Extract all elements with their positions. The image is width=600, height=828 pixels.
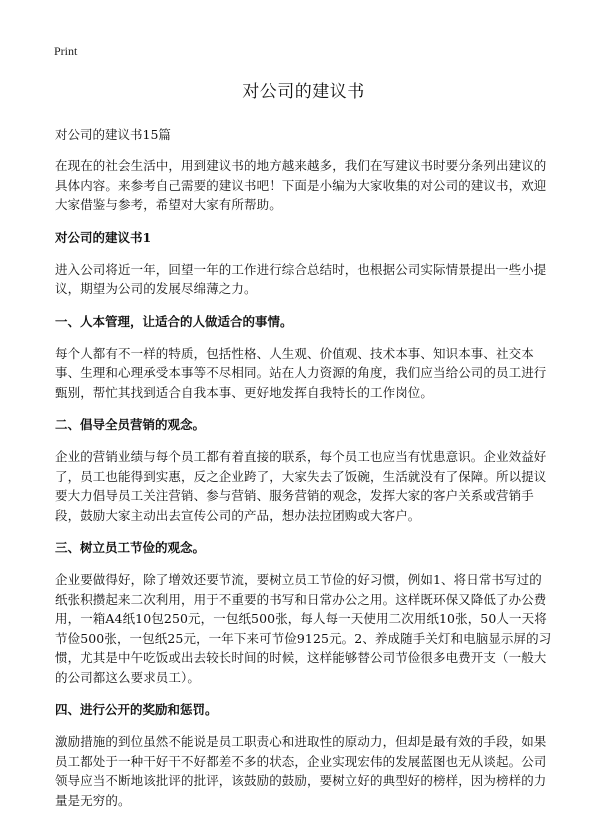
item-body-4: 激励措施的到位虽然不能说是员工职责心和进取性的原动力，但却是最有效的手段，如果员工都处于一种干好干不好都差不多的状态，企业实现宏伟的发展蓝图也无从谈起。公司领导应当不断地该批评的批评，该鼓励的鼓励，要树立好的典型好的榜样，因为榜样的力量是无穷的。 [55, 734, 547, 808]
item-heading-1: 一、人本管理，让适合的人做适合的事情。 [55, 313, 293, 329]
item-body-3: 企业要做得好，除了增效还要节流，要树立员工节俭的好习惯，例如1、将日常书写过的纸张积攒起来二次利用，用于不重要的书写和日常办公之用。这样既环保又降低了办公费用，一箱A4纸10包250元，一包纸500张，每人每一天使用二次用纸10张，50人一天将节俭500张，一包纸25元，一年下来可节俭9125元。2、养成随手关灯和电脑显示屏的习惯，尤其是中午吃饭或出去较长时间的时候，这样能够替公司节俭很多电费开支（一般大的公司都这么要求员工）。 [55, 572, 552, 685]
item-heading-3: 三、树立员工节俭的观念。 [55, 540, 206, 555]
document-subtitle: 对公司的建议书15篇 [55, 127, 171, 142]
page-title: 对公司的建议书 [242, 82, 365, 102]
item-body-2: 企业的营销业绩与每个员工都有着直接的联系，每个员工也应当有忧患意识。企业效益好了，员工也能得到实惠，反之企业跨了，大家失去了饭碗，生活就没有了保障。所以提议要大力倡导员工关注营销、参与营销、服务营销的观念，发挥大家的客户关系或营销手段，鼓励大家主动出去宣传公司的产品，想办法拉团购或大客户。 [55, 449, 547, 523]
item-heading-2: 二、倡导全员营销的观念。 [55, 417, 206, 432]
intro-paragraph: 在现在的社会生活中，用到建议书的地方越来越多，我们在写建议书时要分条列出建议的具体内容。来参考自己需要的建议书吧！下面是小编为大家收集的对公司的建议书，欢迎大家借鉴与参考，希望对大家有所帮助。 [55, 158, 547, 212]
section-intro-paragraph: 进入公司将近一年，回望一年的工作进行综合总结时，也根据公司实际情景提出一些小提议，期望为公司的发展尽绵薄之力。 [55, 261, 547, 296]
document-body [55, 78, 552, 823]
item-heading-4: 四、进行公开的奖励和惩罚。 [55, 702, 218, 717]
section-heading: 对公司的建议书1 [55, 229, 152, 245]
item-body-1: 每个人都有不一样的特质，包括性格、人生观、价值观、技术本事、知识本事、社交本事、生理和心理承受本事等不尽相同。站在人力资源的角度，我们应当给公司的员工进行甄别，帮忙其找到适合自我本事、更好地发挥自我特长的工作岗位。 [55, 345, 547, 400]
print-link[interactable]: Print [54, 44, 78, 58]
